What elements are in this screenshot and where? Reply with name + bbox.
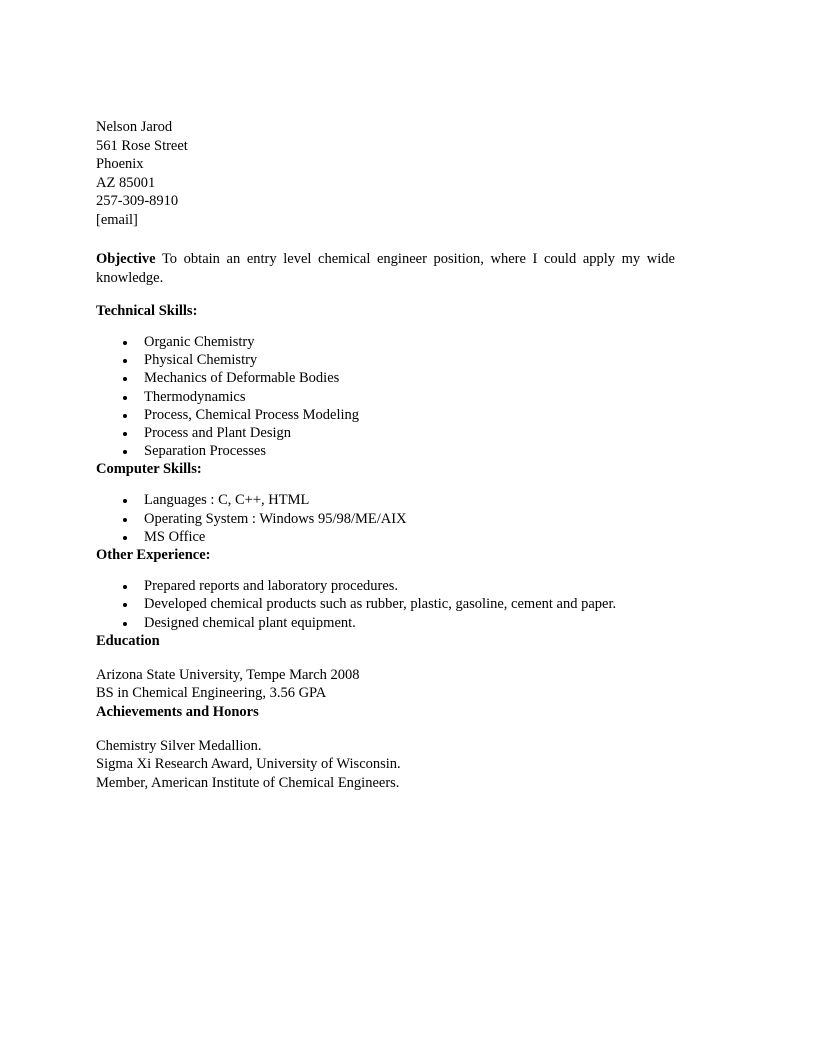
computer-skills-list (96, 491, 675, 546)
candidate-name: Nelson Jarod (96, 119, 173, 135)
objective-paragraph (96, 250, 675, 288)
list-item: MS Office (96, 528, 675, 546)
other-experience-list (96, 577, 675, 632)
heading-computer-skills: Computer Skills: (96, 461, 202, 478)
list-item: Mechanics of Deformable Bodies (96, 369, 675, 387)
technical-skills-list (96, 333, 675, 460)
contact-state-zip: AZ 85001 (96, 174, 156, 191)
list-item: Process and Plant Design (96, 424, 675, 442)
achievement-line: Member, American Institute of Chemical Engineers. (96, 775, 400, 792)
heading-education: Education (96, 632, 160, 649)
list-item: Organic Chemistry (96, 333, 675, 351)
achievement-line: Sigma Xi Research Award, University of Wisconsin. (96, 756, 401, 773)
education-line: BS in Chemical Engineering, 3.56 GPA (96, 685, 327, 702)
heading-achievements: Achievements and Honors (96, 703, 259, 720)
list-item: Process, Chemical Process Modeling (96, 406, 675, 424)
list-item: Developed chemical products such as rubber, plastic, gasoline, cement and paper. (96, 595, 705, 613)
list-item: Prepared reports and laboratory procedures. (96, 577, 675, 595)
objective-label: Objective (96, 250, 156, 267)
achievement-line: Chemistry Silver Medallion. (96, 737, 262, 754)
list-item: Operating System : Windows 95/98/ME/AIX (96, 510, 675, 528)
objective-text: To obtain an entry level chemical engineer position, where I could apply my wide knowledge. (96, 250, 675, 286)
contact-email: [email] (96, 211, 138, 228)
achievements-block (96, 737, 675, 793)
list-item: Separation Processes (96, 442, 675, 460)
list-item: Thermodynamics (96, 388, 675, 406)
heading-other-experience: Other Experience: (96, 547, 211, 564)
heading-technical-skills: Technical Skills: (96, 303, 198, 320)
contact-city: Phoenix (96, 156, 144, 173)
education-block (96, 666, 675, 703)
list-item: Languages : C, C++, HTML (96, 491, 675, 509)
list-item: Physical Chemistry (96, 351, 675, 369)
contact-block (96, 118, 675, 230)
list-item: Designed chemical plant equipment. (96, 614, 675, 632)
contact-phone: 257-309-8910 (96, 193, 179, 210)
education-line: Arizona State University, Tempe March 2008 (96, 666, 360, 683)
contact-street: 561 Rose Street (96, 137, 188, 154)
